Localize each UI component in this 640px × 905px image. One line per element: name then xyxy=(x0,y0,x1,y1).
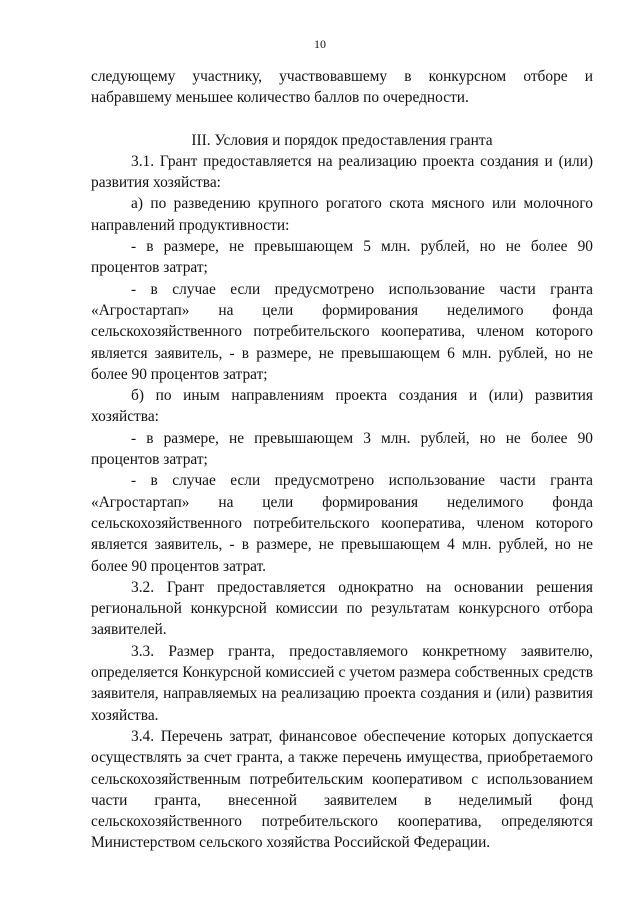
paragraph-a-limit: - в размере, не превышающем 5 млн. рублей, но не более 90 процентов затрат; xyxy=(91,238,593,277)
paragraph-a-agrostartap: - в случае если предусмотрено использование части гранта «Агростартап» на цели формирования неделимого фонда сельскохозяйственного потребительского кооператива, членом которого является заявитель, - в размере, не превышающем 6 млн. рублей, но не более 90 процентов затрат; xyxy=(91,280,593,383)
paragraph-3-1: 3.1. Грант предоставляется на реализацию проекта создания и (или) развития хозяйства: xyxy=(91,152,593,192)
paragraph-item-b: б) по иным направлениям проекта создания и (или) развития хозяйства: xyxy=(91,387,593,426)
paragraph-3-4: 3.4. Перечень затрат, финансовое обеспечение которых допускается осуществлять за счет гранта, а также перечень имущества, приобретаемого сельскохозяйственным потребительским кооперативом с использованием части гранта, внесенной заявителем в неделимый фонд сельскохозяйственного потребительского кооператива, определяются Министерством сельского хозяйства Российской Федерации. xyxy=(91,727,593,852)
intro-paragraph: следующему участнику, участвовавшему в конкурсном отборе и набравшему меньшее количество баллов по очередности. xyxy=(91,68,593,107)
section-title: III. Условия и порядок предоставления гранта xyxy=(191,131,493,149)
paragraph-b-agrostartap: - в случае если предусмотрено использование части гранта «Агростартап» на цели формирования неделимого фонда сельскохозяйственного потребительского кооператива, членом которого является заявитель, - в размере, не превышающем 4 млн. рублей, но не более 90 процентов затрат. xyxy=(91,472,593,575)
paragraph-3-2: 3.2. Грант предоставляется однократно на основании решения региональной конкурсной комиссии по результатам конкурсного отбора заявителей. xyxy=(91,578,593,639)
page-number: 10 xyxy=(314,37,326,51)
paragraph-b-limit: - в размере, не превышающем 3 млн. рублей, но не более 90 процентов затрат; xyxy=(91,429,593,469)
paragraph-item-a: а) по разведению крупного рогатого скота мясного или молочного направлений продуктивности: xyxy=(91,195,593,234)
document-body xyxy=(91,66,593,854)
paragraph-3-3: 3.3. Размер гранта, предоставляемого конкретному заявителю, определяется Конкурсной комиссией с учетом размера собственных средств заявителя, направляемых на реализацию проекта создания и (или) развития хозяйства. xyxy=(91,642,593,724)
